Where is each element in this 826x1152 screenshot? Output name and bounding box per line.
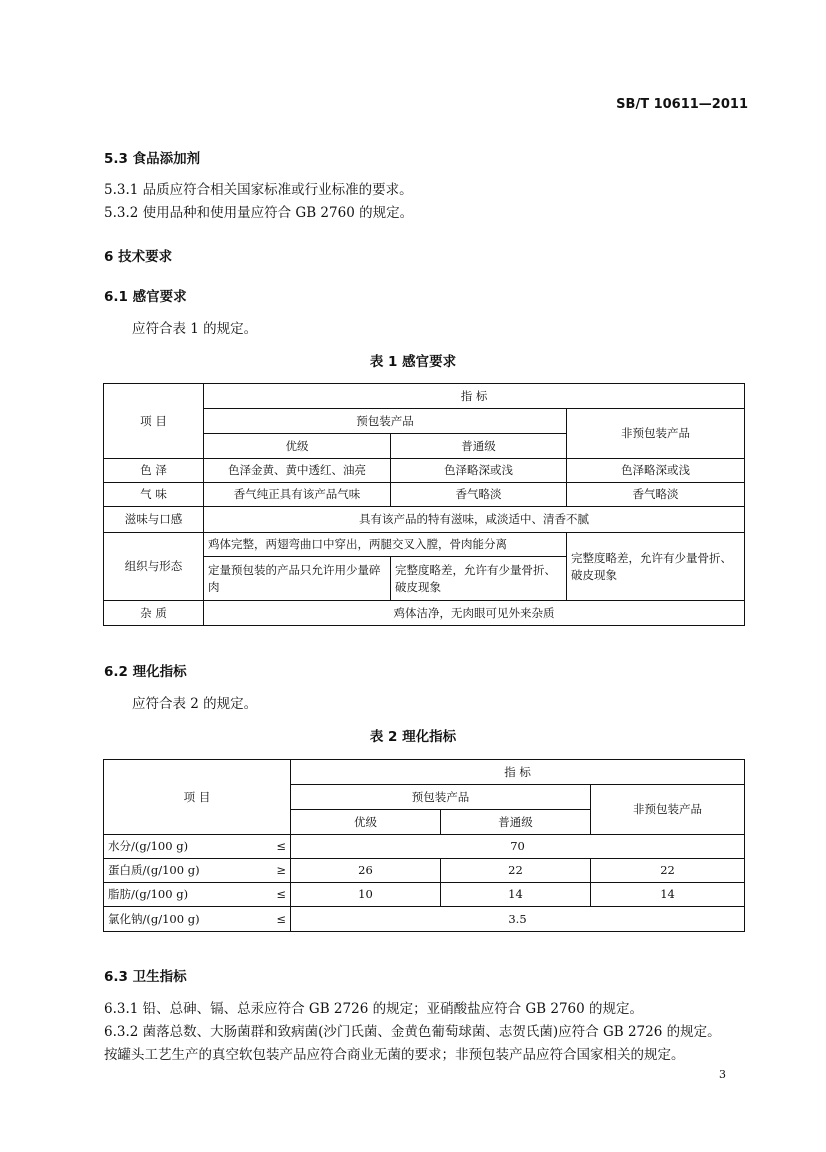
- cell: 14: [441, 883, 591, 907]
- table-row: [104, 507, 745, 533]
- table-row: [104, 883, 745, 907]
- th-nonprepack: 非预包装产品: [567, 409, 745, 459]
- le-symbol: ≤: [276, 887, 286, 902]
- row-label-text: 脂肪/(g/100 g): [108, 887, 189, 902]
- table-2-title: 表 2 理化指标: [369, 729, 457, 745]
- row-label-text: 水分/(g/100 g): [108, 839, 189, 854]
- row-label-text: 氯化钠/(g/100 g): [108, 911, 200, 926]
- ge-symbol: ≥: [276, 863, 286, 878]
- cell: 完整度略差，允许有少量骨折、破皮现象: [391, 557, 567, 601]
- cell: 定量预包装的产品只允许用少量碎肉: [204, 557, 391, 601]
- cell: 22: [441, 859, 591, 883]
- clause-5-3-1: 5.3.1 品质应符合相关国家标准或行业标准的要求。: [104, 182, 413, 198]
- th-superior: 优级: [291, 810, 441, 835]
- clause-6-3-2: 6.3.2 菌落总数、大肠菌群和致病菌(沙门氏菌、金黄色葡萄球菌、志贺氏菌)应符合 GB 2726 的规定。: [104, 1024, 721, 1040]
- cell: 26: [291, 859, 441, 883]
- section-6-2-intro: 应符合表 2 的规定。: [132, 696, 258, 712]
- row-label: [104, 859, 291, 883]
- th-index: 指 标: [291, 760, 745, 785]
- clause-6-3-2-cont: 按罐头工艺生产的真空软包装产品应符合商业无菌的要求；非预包装产品应符合国家相关的规定。: [104, 1047, 685, 1063]
- table-row: [104, 533, 745, 557]
- table-1-title: 表 1 感官要求: [369, 354, 457, 370]
- document-id: SB/T 10611—2011: [616, 97, 748, 112]
- clause-5-3-2: 5.3.2 使用品种和使用量应符合 GB 2760 的规定。: [104, 205, 414, 221]
- cell: 鸡体洁净，无肉眼可见外来杂质: [204, 601, 745, 626]
- section-6-2-heading: 6.2 理化指标: [104, 664, 187, 680]
- row-label: 色 泽: [104, 459, 204, 483]
- row-label: 组织与形态: [104, 533, 204, 601]
- cell: 鸡体完整，两翅弯曲口中穿出，两腿交叉入膛，骨肉能分离: [204, 533, 567, 557]
- cell: 22: [591, 859, 745, 883]
- physicochemical-table: [103, 759, 745, 932]
- th-item: 项 目: [104, 384, 204, 459]
- th-prepack: 预包装产品: [291, 785, 591, 810]
- section-6-1-intro: 应符合表 1 的规定。: [132, 321, 258, 337]
- cell: 香气纯正具有该产品气味: [204, 483, 391, 507]
- th-ordinary: 普通级: [391, 434, 567, 459]
- section-6-3-heading: 6.3 卫生指标: [104, 969, 187, 985]
- table-row: [104, 835, 745, 859]
- le-symbol: ≤: [276, 911, 286, 926]
- row-label: [104, 835, 291, 859]
- row-label: 杂 质: [104, 601, 204, 626]
- section-6-heading: 6 技术要求: [104, 249, 173, 265]
- table-row: [104, 483, 745, 507]
- cell: 香气略淡: [391, 483, 567, 507]
- table-row: [104, 859, 745, 883]
- th-prepack: 预包装产品: [204, 409, 567, 434]
- cell: 色泽略深或浅: [391, 459, 567, 483]
- row-label: 滋味与口感: [104, 507, 204, 533]
- page-number: 3: [719, 1068, 726, 1081]
- row-label: [104, 907, 291, 932]
- cell: 3.5: [291, 907, 745, 932]
- cell: 色泽略深或浅: [567, 459, 745, 483]
- th-item: 项 目: [104, 760, 291, 835]
- th-superior: 优级: [204, 434, 391, 459]
- row-label: [104, 883, 291, 907]
- th-nonprepack: 非预包装产品: [591, 785, 745, 835]
- cell: 10: [291, 883, 441, 907]
- section-5-3-heading: 5.3 食品添加剂: [104, 151, 201, 167]
- th-ordinary: 普通级: [441, 810, 591, 835]
- section-6-1-heading: 6.1 感官要求: [104, 289, 187, 305]
- cell: 色泽金黄、黄中透红、油亮: [204, 459, 391, 483]
- row-label: 气 味: [104, 483, 204, 507]
- cell: 具有该产品的特有滋味，咸淡适中、清香不腻: [204, 507, 745, 533]
- cell: 香气略淡: [567, 483, 745, 507]
- cell: 70: [291, 835, 745, 859]
- table-row: [104, 601, 745, 626]
- cell: 完整度略差，允许有少量骨折、破皮现象: [567, 533, 745, 601]
- sensory-table: [103, 383, 745, 626]
- th-index: 指 标: [204, 384, 745, 409]
- table-row: [104, 907, 745, 932]
- le-symbol: ≤: [276, 839, 286, 854]
- cell: 14: [591, 883, 745, 907]
- row-label-text: 蛋白质/(g/100 g): [108, 863, 200, 878]
- clause-6-3-1: 6.3.1 铅、总砷、镉、总汞应符合 GB 2726 的规定；亚硝酸盐应符合 GB 2760 的规定。: [104, 1001, 644, 1017]
- table-row: [104, 459, 745, 483]
